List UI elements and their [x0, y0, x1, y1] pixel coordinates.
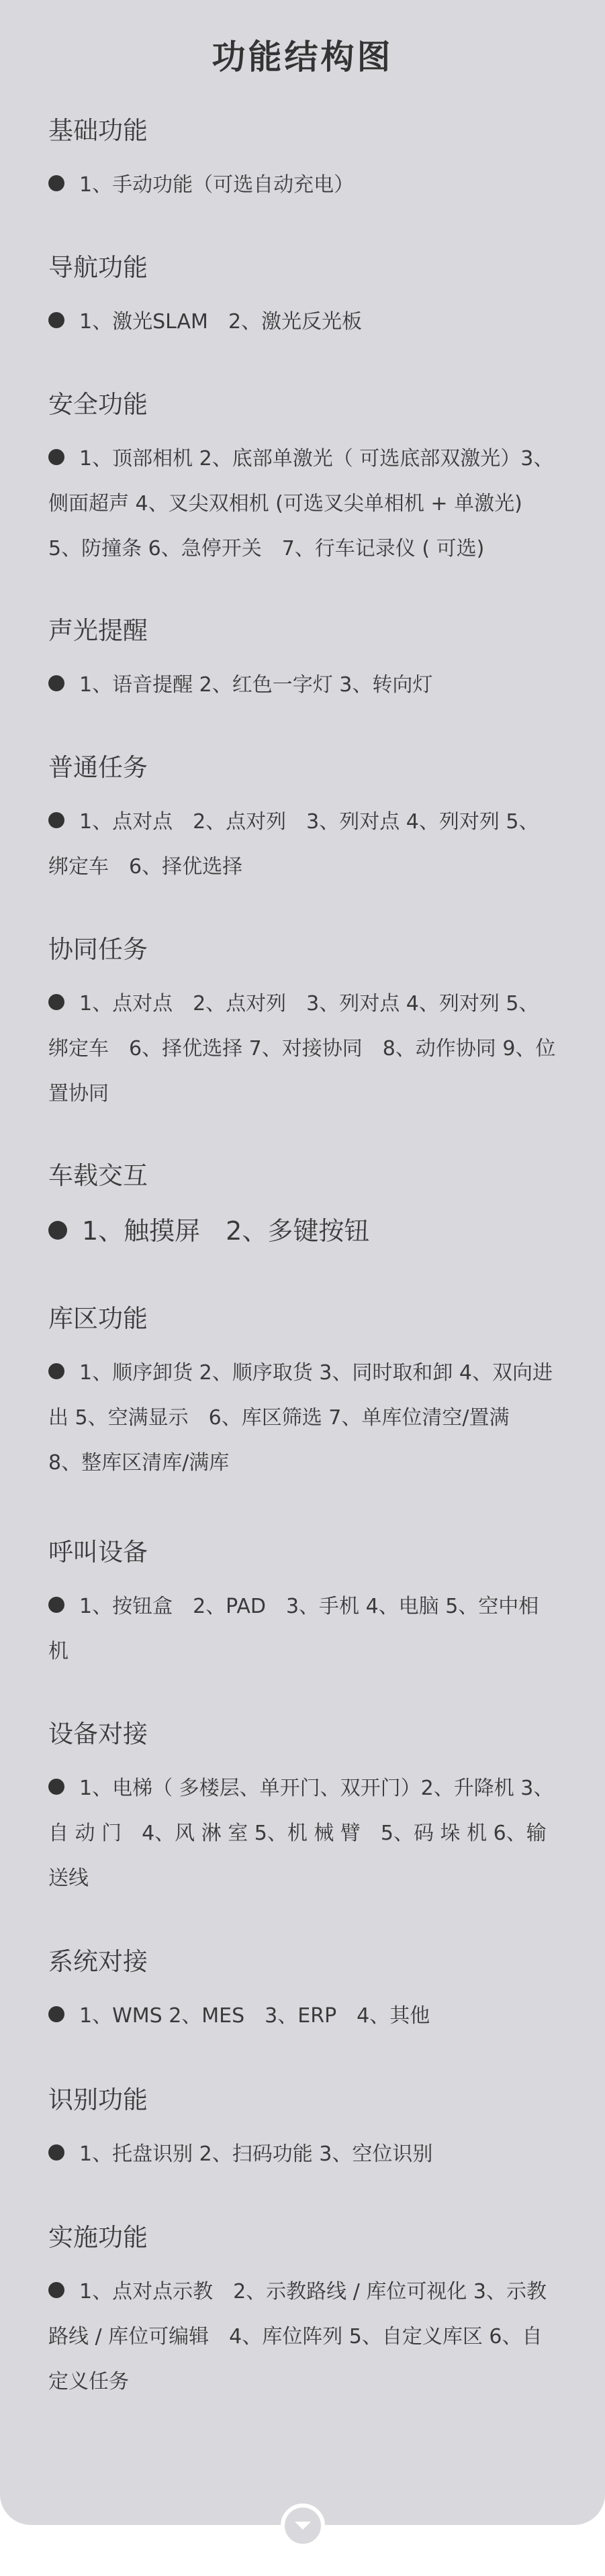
section-title: 库区功能: [48, 1304, 148, 1333]
section-title: 设备对接: [48, 1720, 148, 1748]
section-body: 1、按钮盒 2、PAD 3、手机 4、电脑 5、空中相机: [48, 1595, 539, 1663]
section-body: 1、点对点示教 2、示教路线 / 库位可视化 3、示教路线 / 库位可编辑 4、库位阵列 5、自定义库区 6、自定义任务: [48, 2280, 547, 2393]
section-title: 车载交互: [48, 1161, 148, 1190]
section-body: 1、语音提醒 2、红色一字灯 3、转向灯: [48, 662, 559, 707]
section-storage-area: [48, 1302, 559, 1485]
section-onboard-interaction: [48, 1159, 559, 1254]
section-recognition: [48, 2083, 559, 2177]
section-title: 普通任务: [48, 753, 148, 782]
bullet-icon: [48, 449, 64, 465]
section-title: 导航功能: [48, 253, 148, 282]
section-implementation: [48, 2221, 559, 2404]
bullet-icon: [48, 1779, 64, 1795]
section-title: 实施功能: [48, 2223, 148, 2252]
section-title: 协同任务: [48, 935, 148, 964]
page-title: 功能结构图: [212, 38, 393, 77]
section-title: 安全功能: [48, 390, 148, 419]
section-title: 呼叫设备: [48, 1538, 148, 1567]
section-system-integration: [48, 1945, 559, 2038]
section-navigation: [48, 251, 559, 344]
section-safety: [48, 388, 559, 571]
section-body: 1、托盘识别 2、扫码功能 3、空位识别: [48, 2132, 559, 2177]
scroll-down-button[interactable]: [281, 2504, 325, 2548]
bullet-icon: [48, 2144, 64, 2161]
section-basic: [48, 114, 559, 207]
bullet-icon: [48, 312, 64, 328]
section-body: 1、手动功能（可选自动充电）: [48, 162, 559, 207]
section-body: 1、触摸屏 2、多键按钮: [48, 1207, 559, 1254]
chevron-down-icon: [295, 2522, 311, 2530]
section-body: 1、激光SLAM 2、激光反光板: [48, 299, 559, 344]
section-body: 1、顶部相机 2、底部单激光（ 可选底部双激光）3、侧面超声 4、叉尖双相机 (可选叉尖单相机 + 单激光) 5、防撞条 6、急停开关 7、行车记录仪 ( 可选): [48, 447, 554, 560]
section-alert: [48, 614, 559, 707]
section-title: 系统对接: [48, 1947, 148, 1976]
bullet-icon: [48, 1363, 64, 1379]
section-title: 基础功能: [48, 116, 148, 145]
bullet-icon: [48, 994, 64, 1010]
section-device-integration: [48, 1718, 559, 1901]
bullet-icon: [48, 175, 64, 191]
bullet-icon: [48, 2006, 64, 2022]
section-body: 1、点对点 2、点对列 3、列对点 4、列对列 5、绑定车 6、择优选择 7、对接协同 8、动作协同 9、位置协同: [48, 992, 556, 1105]
bullet-icon: [48, 1221, 67, 1240]
bullet-icon: [48, 2282, 64, 2298]
section-title: 声光提醒: [48, 616, 148, 645]
section-normal-task: [48, 751, 559, 889]
section-call-device: [48, 1536, 559, 1674]
bullet-icon: [48, 675, 64, 691]
section-body: 1、WMS 2、MES 3、ERP 4、其他: [48, 1993, 559, 2038]
bullet-icon: [48, 1597, 64, 1613]
section-body: 1、点对点 2、点对列 3、列对点 4、列对列 5、绑定车 6、择优选择: [48, 810, 539, 879]
section-title: 识别功能: [48, 2085, 148, 2114]
section-body: 1、顺序卸货 2、顺序取货 3、同时取和卸 4、双向进出 5、空满显示 6、库区筛选 7、单库位清空/置满 8、整库区清库/满库: [48, 1361, 553, 1475]
bullet-icon: [48, 812, 64, 828]
section-body: 1、电梯（ 多楼层、单开门、双开门）2、升降机 3、自 动 门 4、风 淋 室 5、机 械 臂 5、码 垛 机 6、输送线: [48, 1777, 554, 1890]
section-cooperative-task: [48, 933, 559, 1116]
